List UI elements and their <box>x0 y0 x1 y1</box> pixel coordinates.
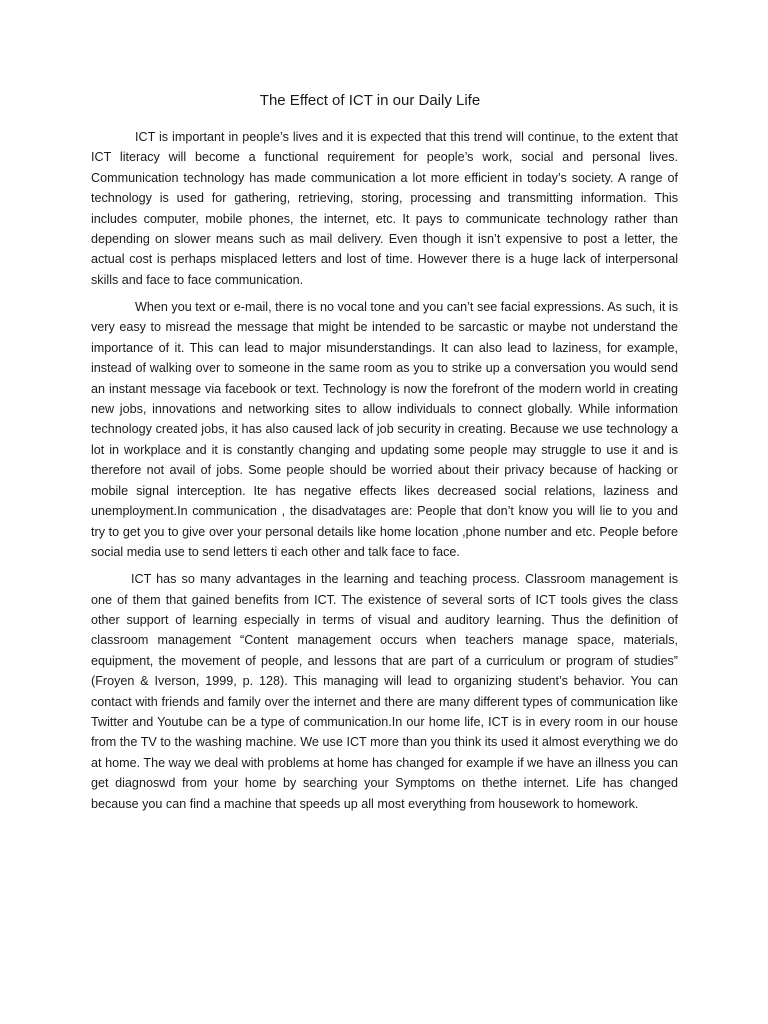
paragraph-1: ICT is important in people’s lives and it is expected that this trend will continue, to the extent that ICT literacy will become a functional requirement for people’s work, social and personal lives. Communication technology has made communication a lot more efficient in today’s society. A range of technology is used for gathering, retrieving, storing, processing and transmitting information. This includes computer, mobile phones, the internet, etc. It pays to communicate technology rather than depending on slower means such as mail delivery. Even though it isn’t expensive to post a letter, the actual cost is perhaps misplaced letters and lost of time. However there is a huge lack of interpersonal skills and face to face communication. <box>91 130 678 287</box>
paragraph-2: When you text or e-mail, there is no vocal tone and you can’t see facial expressions. As such, it is very easy to misread the message that might be intended to be sarcastic or maybe not understand the importance of it. This can lead to major misunderstandings. It can also lead to laziness, for example, instead of walking over to someone in the same room as you to strike up a conversation you would send an instant message via facebook or text. Technology is now the forefront of the modern world in creating new jobs, innovations and networking sites to allow individuals to connect globally. While information technology created jobs, it has also caused lack of job security in creating. Because we use technology a lot in workplace and it is constantly changing and updating some people may struggle to use it and is therefore not avail of jobs. Some people should be worried about their privacy because of hacking or mobile signal interception. Ite has negative effects likes decreased social relations, laziness and unemployment.In communication , the disadvatages are: People that don’t know you will lie to you and try to get you to give over your personal details like home location ,phone number and etc. People before social media use to send letters ti each other and talk face to face. <box>91 300 678 559</box>
document-title: The Effect of ICT in our Daily Life <box>259 92 481 109</box>
paragraph-3: ICT has so many advantages in the learning and teaching process. Classroom management is one of them that gained benefits from ICT. The existence of several sorts of ICT tools gives the class other support of learning especially in terms of visual and auditory learning. Thus the definition of classroom management “Content management occurs when teachers manage space, materials, equipment, the movement of people, and lessons that are part of a curriculum or program of studies” (Froyen & Iverson, 1999, p. 128). This managing will lead to organizing student’s behavior. You can contact with friends and family over the internet and there are many different types of communication like Twitter and Youtube can be a type of communication.In our home life, ICT is in every room in our house from the TV to the washing machine. We use ICT more than you think its used it almost everything we do at home. The way we deal with problems at home has changed for example if we have an illness you can get diagnoswd from your home by searching your Symptoms on thethe internet. Life has changed because you can find a machine that speeds up all most everything from housework to homework. <box>91 572 678 811</box>
document-body <box>91 127 678 821</box>
